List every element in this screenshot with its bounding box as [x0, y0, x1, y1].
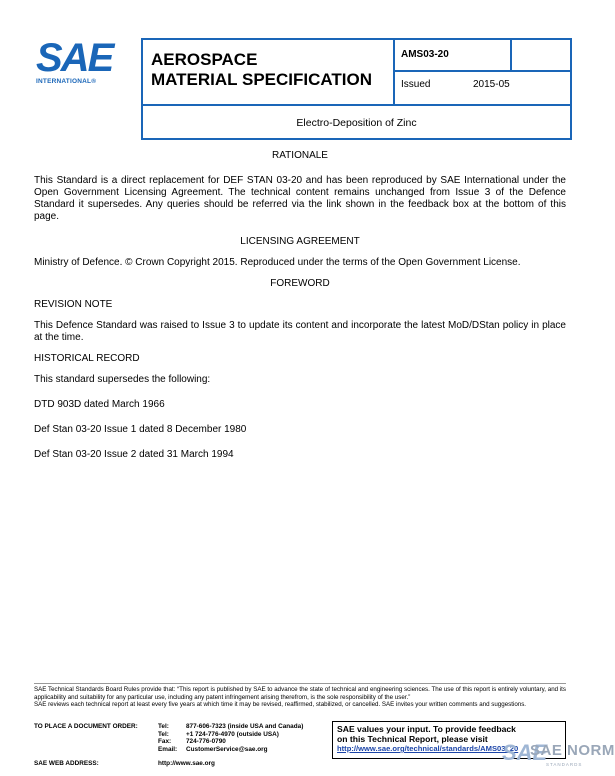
- document-title: Electro-Deposition of Zinc: [296, 117, 417, 129]
- footer-notes: [34, 686, 566, 709]
- web-address-label: SAE WEB ADDRESS:: [34, 760, 99, 767]
- spec-type-line1: AEROSPACE: [151, 50, 258, 69]
- document-number: AMS03-20: [401, 49, 449, 60]
- revision-note-text: This Defence Standard was raised to Issue 3 to update its content and incorporate the latest MoD/DStan policy in place at the time.: [34, 320, 566, 343]
- tel-label: Tel:: [158, 730, 169, 738]
- licensing-heading: LICENSING AGREEMENT: [240, 236, 360, 247]
- feedback-line1: SAE values your input. To provide feedback: [337, 724, 516, 734]
- issued-date: 2015-05: [473, 79, 510, 90]
- logo-wordmark: SAE: [36, 36, 113, 80]
- email-address[interactable]: CustomerService@sae.org: [186, 745, 268, 753]
- footer-note-board-rules: SAE Technical Standards Board Rules provide that: “This report is published by SAE to advance the state of technical and engineering sciences. The use of this report is entirely voluntary, and its applicability and suitability for any particular use, including any patent infringement arising therefrom, is the sole responsibility of the user.”: [34, 686, 566, 701]
- footer-divider: [34, 683, 566, 684]
- tel-inside-usa: 877-606-7323 (inside USA and Canada): [186, 723, 304, 730]
- email-label: Email:: [158, 745, 178, 753]
- historical-item: Def Stan 03-20 Issue 2 dated 31 March 1994: [34, 449, 234, 460]
- spec-type-line2: MATERIAL SPECIFICATION: [151, 70, 372, 89]
- watermark-text: SAE NORM: [530, 742, 615, 759]
- footer-note-review: SAE reviews each technical report at least every five years at which time it may be revised, reaffirmed, stabilized, or cancelled. SAE invites your written comments and suggestions.: [34, 701, 527, 708]
- feedback-line2: on this Technical Report, please visit: [337, 733, 488, 744]
- web-address-link[interactable]: http://www.sae.org: [158, 760, 215, 767]
- document-body: [34, 150, 566, 461]
- rationale-text: This Standard is a direct replacement for DEF STAN 03-20 and has been reproduced by SAE International under the Open Government Licensing Agreement. The technical content remains unchanged from Issue 3 of the Defence Standard it supersedes. Any queries should be referred via the link shown in the feedback box at the bottom of this page.: [34, 175, 566, 222]
- tel-outside-usa: +1 724-776-4970 (outside USA): [186, 730, 279, 738]
- historical-item: Def Stan 03-20 Issue 1 dated 8 December 1980: [34, 424, 247, 435]
- rationale-heading: RATIONALE: [272, 150, 328, 161]
- sae-logo: [36, 38, 128, 92]
- watermark-subtext: STANDARDS: [546, 762, 583, 767]
- historical-intro: This standard supersedes the following:: [34, 374, 211, 385]
- logo-subtitle: INTERNATIONAL®: [36, 78, 97, 85]
- order-contact-block: [34, 723, 303, 753]
- fax-number: 724-776-0790: [186, 738, 226, 746]
- watermark: [500, 740, 615, 774]
- historical-item: DTD 903D dated March 1966: [34, 399, 165, 410]
- fax-label: Fax:: [158, 738, 172, 746]
- feedback-link[interactable]: http://www.sae.org/technical/standards/AMS03_20: [337, 744, 519, 753]
- foreword-heading: FOREWORD: [270, 278, 330, 289]
- order-label: TO PLACE A DOCUMENT ORDER:: [34, 723, 138, 730]
- watermark-logo: SAE: [502, 740, 548, 765]
- revision-note-heading: REVISION NOTE: [34, 299, 113, 310]
- historical-record-heading: HISTORICAL RECORD: [34, 353, 140, 364]
- issued-label: Issued: [401, 79, 431, 90]
- header-box: [141, 38, 572, 140]
- licensing-text: Ministry of Defence. © Crown Copyright 2015. Reproduced under the terms of the Open Government License.: [34, 257, 521, 268]
- tel-label: Tel:: [158, 723, 169, 730]
